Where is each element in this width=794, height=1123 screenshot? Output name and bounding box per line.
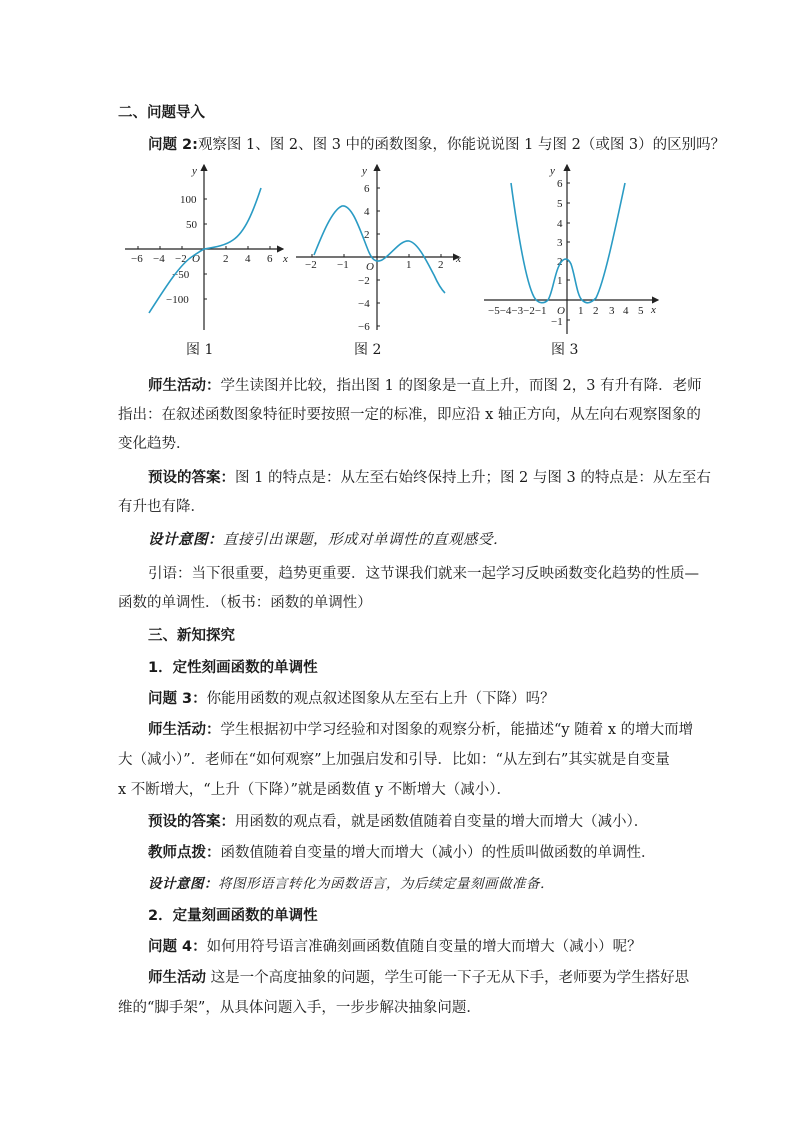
fig3-x-label: x	[651, 304, 656, 316]
fig2-y-label: y	[362, 165, 367, 177]
question-4-label: 问题 4：	[148, 939, 207, 955]
label-teacher-activity: 师生活动	[148, 970, 206, 986]
fig3-curve	[511, 183, 625, 303]
fig2-y-tick: 2	[364, 229, 370, 241]
section-heading-3: 三、新知探究	[148, 628, 235, 644]
fig2-y-tick: −2	[358, 275, 370, 287]
fig1-y-tick: 100	[180, 194, 197, 206]
label-teacher-tip: 教师点拨：	[148, 845, 221, 861]
question-2-label: 问题 2:	[148, 137, 198, 153]
fig1-x-tick: −6	[131, 253, 143, 265]
question-3-text: 你能用函数的观点叙述图象从左至右上升（下降）吗？	[206, 691, 555, 707]
fig3-y-tick: 1	[557, 275, 563, 287]
text-line: 函数的单调性．（板书：函数的单调性）	[118, 595, 372, 611]
label-design-intent: 设计意图：	[148, 532, 223, 548]
text-line: 变化趋势．	[118, 436, 191, 452]
text-line: 有升也有降．	[118, 499, 205, 515]
fig1-x-tick: 4	[245, 253, 251, 265]
paragraph-design-intent-1	[148, 530, 678, 550]
paragraph-expected-answer-2	[148, 812, 678, 832]
paragraph-design-intent-2	[148, 874, 678, 894]
fig2-y-tick: −4	[358, 298, 370, 310]
fig3-x-tick: 5	[638, 305, 644, 317]
label-teacher-activity: 师生活动：	[148, 378, 221, 394]
fig2-y-tick: 4	[364, 206, 370, 218]
fig3-y-tick: 4	[557, 218, 563, 230]
text-line: 大（减小）”．老师在“如何观察”上加强启发和引导．比如：“从左到右”其实就是自变量	[118, 752, 670, 768]
figure-2-graph	[296, 160, 466, 336]
text-line: 学生根据初中学习经验和对图象的观察分析，能描述“y 随着 x 的增大而增	[220, 722, 694, 738]
paragraph-teacher-activity-2	[148, 720, 694, 740]
label-design-intent: 设计意图：	[148, 876, 218, 892]
fig3-y-tick: 3	[557, 237, 563, 249]
question-2-text: 观察图 1、图 2、图 3 中的函数图象，你能说说图 1 与图 2（或图 3）的区别吗？	[197, 137, 726, 153]
fig3-y-tick: 6	[557, 178, 563, 190]
fig1-y-label: y	[192, 165, 197, 177]
fig2-origin: O	[366, 261, 374, 273]
text-line: 函数值随着自变量的增大而增大（减小）的性质叫做函数的单调性．	[220, 845, 656, 861]
fig3-x-tick: 2	[593, 305, 599, 317]
paragraph-teacher-tip	[148, 843, 678, 863]
fig3-x-tick: 1	[578, 305, 584, 317]
fig3-y-label: y	[550, 165, 555, 177]
fig1-origin: O	[192, 253, 200, 265]
subsection-heading-1: 1．定性刻画函数的单调性	[148, 660, 318, 676]
section-heading-2: 二、问题导入	[118, 105, 205, 121]
fig1-x-label: x	[283, 253, 288, 265]
text-line: 学生读图并比较，指出图 1 的图象是一直上升，而图 2，3 有升有降．老师	[220, 378, 702, 394]
fig3-y-tick: −1	[551, 316, 563, 328]
fig3-x-tick: 4	[623, 305, 629, 317]
fig2-x-tick: −2	[305, 259, 317, 271]
fig1-y-tick: 50	[186, 219, 197, 231]
fig2-y-tick: 6	[364, 183, 370, 195]
figure-3-graph	[480, 160, 660, 336]
fig2-x-tick: 1	[406, 259, 412, 271]
question-4	[148, 937, 678, 957]
question-2	[148, 135, 726, 155]
fig3-y-tick: 2	[557, 256, 563, 268]
paragraph-teacher-activity-3	[148, 968, 690, 988]
subsection-heading-2: 2．定量刻画函数的单调性	[148, 908, 318, 924]
question-4-text: 如何用符号语言准确刻画函数值随自变量的增大而增大（减小）呢？	[206, 939, 642, 955]
text-line: 这是一个高度抽象的问题，学生可能一下子无从下手，老师要为学生搭好思	[210, 970, 690, 986]
paragraph-intro-remark: 引语：当下很重要，趋势更重要．这节课我们就来一起学习反映函数变化趋势的性质—	[148, 566, 699, 582]
label-teacher-activity: 师生活动：	[148, 722, 221, 738]
fig1-x-tick: 6	[267, 253, 273, 265]
figure-1-caption: 图 1	[186, 342, 214, 358]
fig3-x-ticks-negative: −5−4−3−2−1	[488, 305, 547, 317]
fig1-y-tick: −50	[172, 269, 190, 281]
paragraph-expected-answer-1	[148, 468, 711, 488]
figure-2-caption: 图 2	[354, 342, 382, 358]
fig2-x-tick: 2	[438, 259, 444, 271]
text-line: 图 1 的特点是：从左至右始终保持上升；图 2 与图 3 的特点是：从左至右	[235, 470, 711, 486]
text-line: 用函数的观点看，就是函数值随着自变量的增大而增大（减小）．	[235, 814, 649, 830]
text-line: 直接引出课题，形成对单调性的直观感受．	[223, 532, 508, 548]
label-expected-answer: 预设的答案：	[148, 470, 235, 486]
fig2-x-tick: −1	[337, 259, 349, 271]
fig2-x-label: x	[456, 253, 461, 265]
fig1-x-tick: −4	[153, 253, 165, 265]
text-line: 维的“脚手架”，从具体问题入手，一步步解决抽象问题．	[118, 1000, 481, 1016]
figure-1-graph	[125, 160, 295, 336]
fig1-y-tick: −100	[166, 294, 189, 306]
question-3-label: 问题 3：	[148, 691, 207, 707]
text-line: 将图形语言转化为函数语言，为后续定量刻画做准备．	[218, 876, 554, 892]
fig3-origin: O	[557, 305, 565, 317]
paragraph-teacher-activity-1	[148, 376, 702, 396]
question-3	[148, 689, 678, 709]
fig3-y-tick: 5	[557, 198, 563, 210]
label-expected-answer: 预设的答案：	[148, 814, 235, 830]
fig1-x-tick: 2	[223, 253, 229, 265]
text-line: 指出：在叙述函数图象特征时要按照一定的标准，即应沿 x 轴正方向，从左向右观察图象的	[118, 407, 701, 423]
fig2-y-tick: −6	[358, 321, 370, 333]
fig1-x-tick: −2	[175, 253, 187, 265]
figure-3-caption: 图 3	[551, 342, 579, 358]
fig3-x-tick: 3	[609, 305, 615, 317]
text-line: x 不断增大，“上升（下降）”就是函数值 y 不断增大（减小）．	[118, 782, 512, 798]
